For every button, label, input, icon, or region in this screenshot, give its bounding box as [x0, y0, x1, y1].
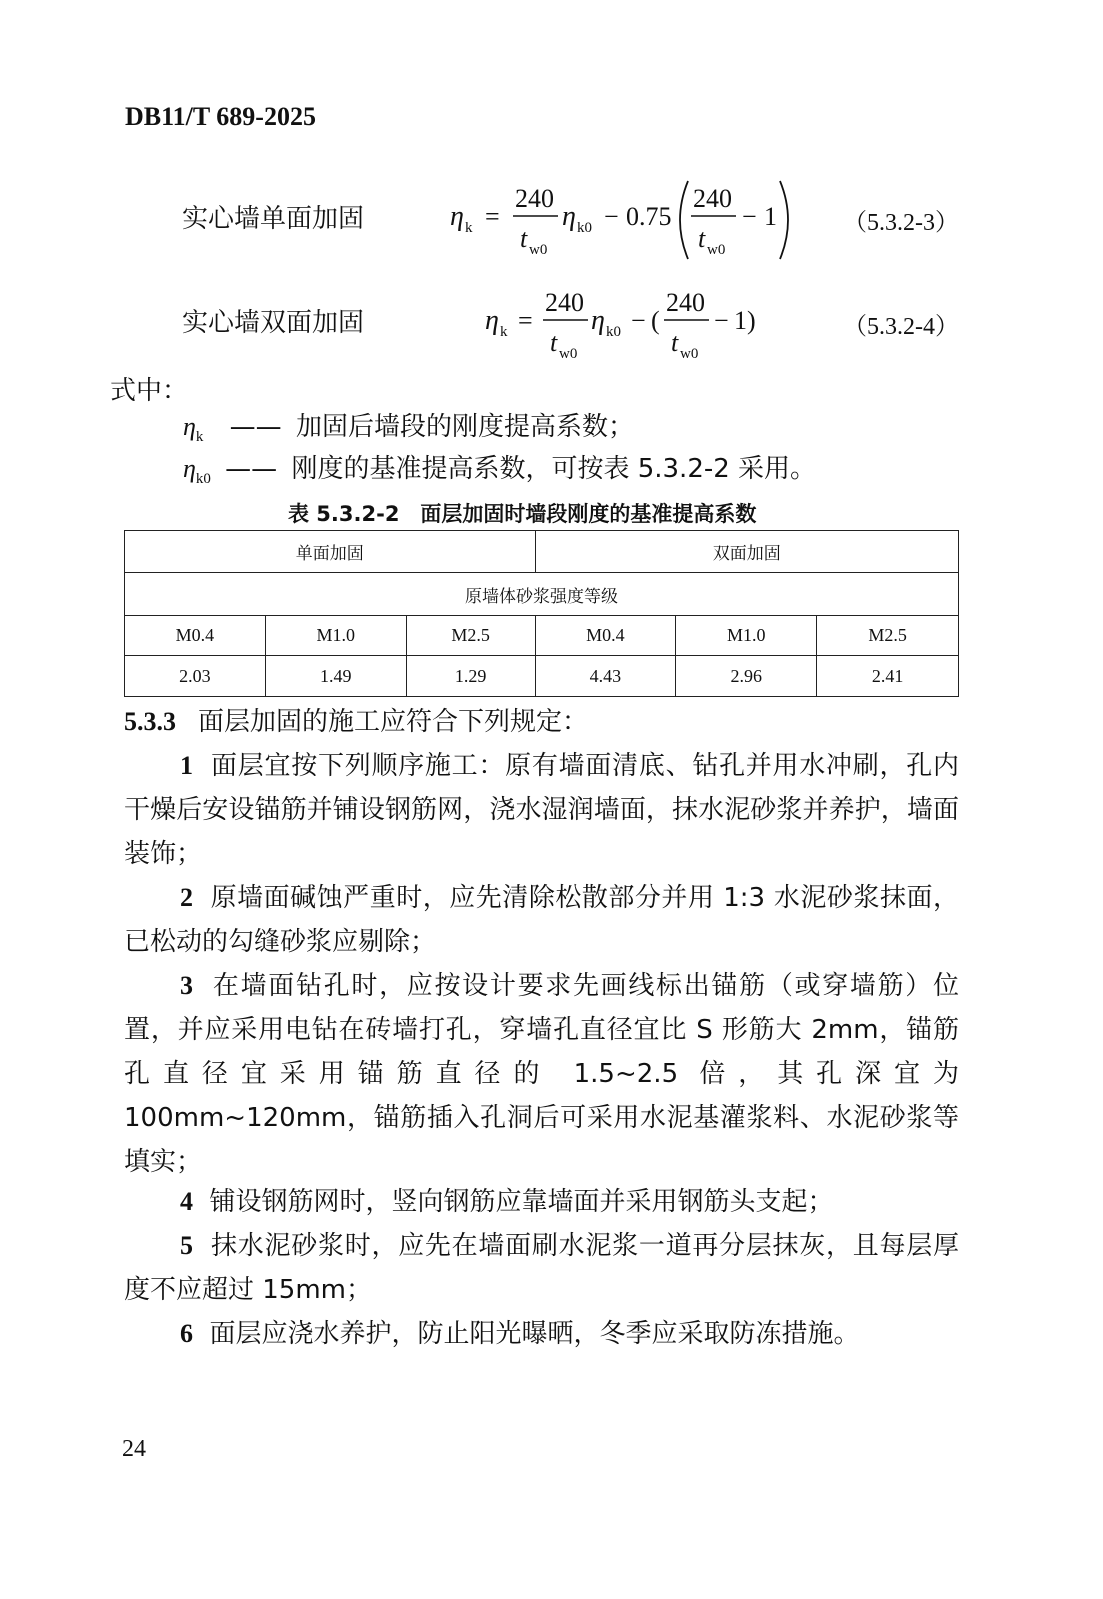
- list-item: 6 面层应浇水养护，防止阳光曝晒，冬季应采取防冻措施。: [180, 1319, 860, 1349]
- svg-text:t: t: [550, 328, 558, 357]
- table-cell: 2.41: [817, 656, 959, 697]
- standard-code: DB11/T 689-2025: [125, 102, 316, 131]
- svg-text:η: η: [450, 201, 464, 232]
- svg-text:t: t: [698, 224, 706, 253]
- svg-text:−: −: [631, 306, 646, 335]
- svg-text:1: 1: [764, 202, 777, 231]
- table-row: [125, 616, 959, 656]
- definition-eta-k: $\eta_k$ —— 加固后墙段的刚度提高系数；: [183, 412, 634, 445]
- svg-text:0.75: 0.75: [626, 202, 672, 231]
- svg-text:k: k: [465, 220, 473, 236]
- svg-text:k: k: [500, 324, 508, 340]
- svg-text:w0: w0: [680, 346, 699, 362]
- svg-text:η: η: [562, 201, 576, 232]
- page-number: 24: [122, 1436, 146, 1462]
- section-heading: 5.3.3 面层加固的施工应符合下列规定：: [124, 707, 589, 737]
- svg-text:k0: k0: [577, 220, 592, 236]
- svg-text:t: t: [520, 224, 528, 253]
- table-title: 表 5.3.2-2 面层加固时墙段刚度的基准提高系数: [288, 502, 757, 526]
- svg-text:240: 240: [515, 184, 554, 213]
- svg-text:=: =: [518, 306, 533, 335]
- equation-label-single: 实心墙单面加固: [182, 204, 365, 234]
- list-item: 2 原墙面碱蚀严重时，应先清除松散部分并用 1:3 水泥砂浆抹面，已松动的勾缝砂浆应剔除；: [124, 883, 960, 957]
- equation-5-3-2-3: [450, 175, 810, 265]
- equation-number-5-3-2-4: （5.3.2-4）: [843, 314, 959, 340]
- table-cell: 1.29: [406, 656, 535, 697]
- table-header-double: 双面加固: [535, 531, 959, 573]
- equation-5-3-2-4: [485, 285, 775, 365]
- svg-text:=: =: [485, 202, 500, 231]
- table-cell: 2.03: [125, 656, 266, 697]
- svg-text:240: 240: [666, 288, 705, 317]
- list-item: 1 面层宜按下列顺序施工：原有墙面清底、钻孔并用水冲刷，孔内干燥后安设锚筋并铺设钢筋网，浇水湿润墙面，抹水泥砂浆并养护，墙面装饰；: [124, 751, 959, 869]
- list-item: 4 铺设钢筋网时，竖向钢筋应靠墙面并采用钢筋头支起；: [180, 1187, 834, 1217]
- svg-text:w0: w0: [707, 242, 726, 258]
- svg-text:240: 240: [693, 184, 732, 213]
- table-row: [125, 531, 959, 573]
- svg-text:η: η: [485, 305, 499, 336]
- table-cell: M0.4: [125, 616, 266, 656]
- definitions-heading: 式中：: [110, 376, 189, 406]
- table-cell: 2.96: [676, 656, 817, 697]
- svg-text:): ): [747, 306, 756, 335]
- svg-text:(: (: [651, 306, 660, 335]
- table-cell: M2.5: [406, 616, 535, 656]
- svg-text:k0: k0: [606, 324, 621, 340]
- table-subheader: 原墙体砂浆强度等级: [125, 573, 959, 616]
- svg-text:−: −: [742, 202, 757, 231]
- table-header-single: 单面加固: [125, 531, 536, 573]
- coefficient-table: [124, 530, 959, 697]
- svg-text:−: −: [714, 306, 729, 335]
- table-cell: M2.5: [817, 616, 959, 656]
- list-item: 5 抹水泥砂浆时，应先在墙面刷水泥浆一道再分层抹灰，且每层厚度不应超过 15mm；: [124, 1231, 959, 1305]
- table-row: [125, 573, 959, 616]
- equation-number-5-3-2-3: （5.3.2-3）: [843, 210, 959, 236]
- table-row: [125, 656, 959, 697]
- svg-text:t: t: [671, 328, 679, 357]
- svg-text:−: −: [604, 202, 619, 231]
- svg-text:240: 240: [545, 288, 584, 317]
- table-cell: M1.0: [265, 616, 406, 656]
- equation-label-double: 实心墙双面加固: [182, 308, 365, 338]
- definition-eta-k0: $\eta_{k0}$ —— 刚度的基准提高系数，可按表 5.3.2-2 采用。: [183, 454, 817, 487]
- svg-text:w0: w0: [529, 242, 548, 258]
- table-cell: M1.0: [676, 616, 817, 656]
- list-item: 3 在墙面钻孔时，应按设计要求先画线标出锚筋（或穿墙筋）位置，并应采用电钻在砖墙打孔，穿墙孔直径宜比 S 形筋大 2mm，锚筋孔直径宜采用锚筋直径的 1.5~2.5 倍，其孔深宜为 100mm~120mm，锚筋插入孔洞后可采用水泥基灌浆料、水泥砂浆等填实；: [124, 971, 959, 1177]
- table-cell: M0.4: [535, 616, 676, 656]
- table-cell: 4.43: [535, 656, 676, 697]
- svg-text:w0: w0: [559, 346, 578, 362]
- svg-text:1: 1: [734, 306, 747, 335]
- svg-text:η: η: [591, 305, 605, 336]
- table-cell: 1.49: [265, 656, 406, 697]
